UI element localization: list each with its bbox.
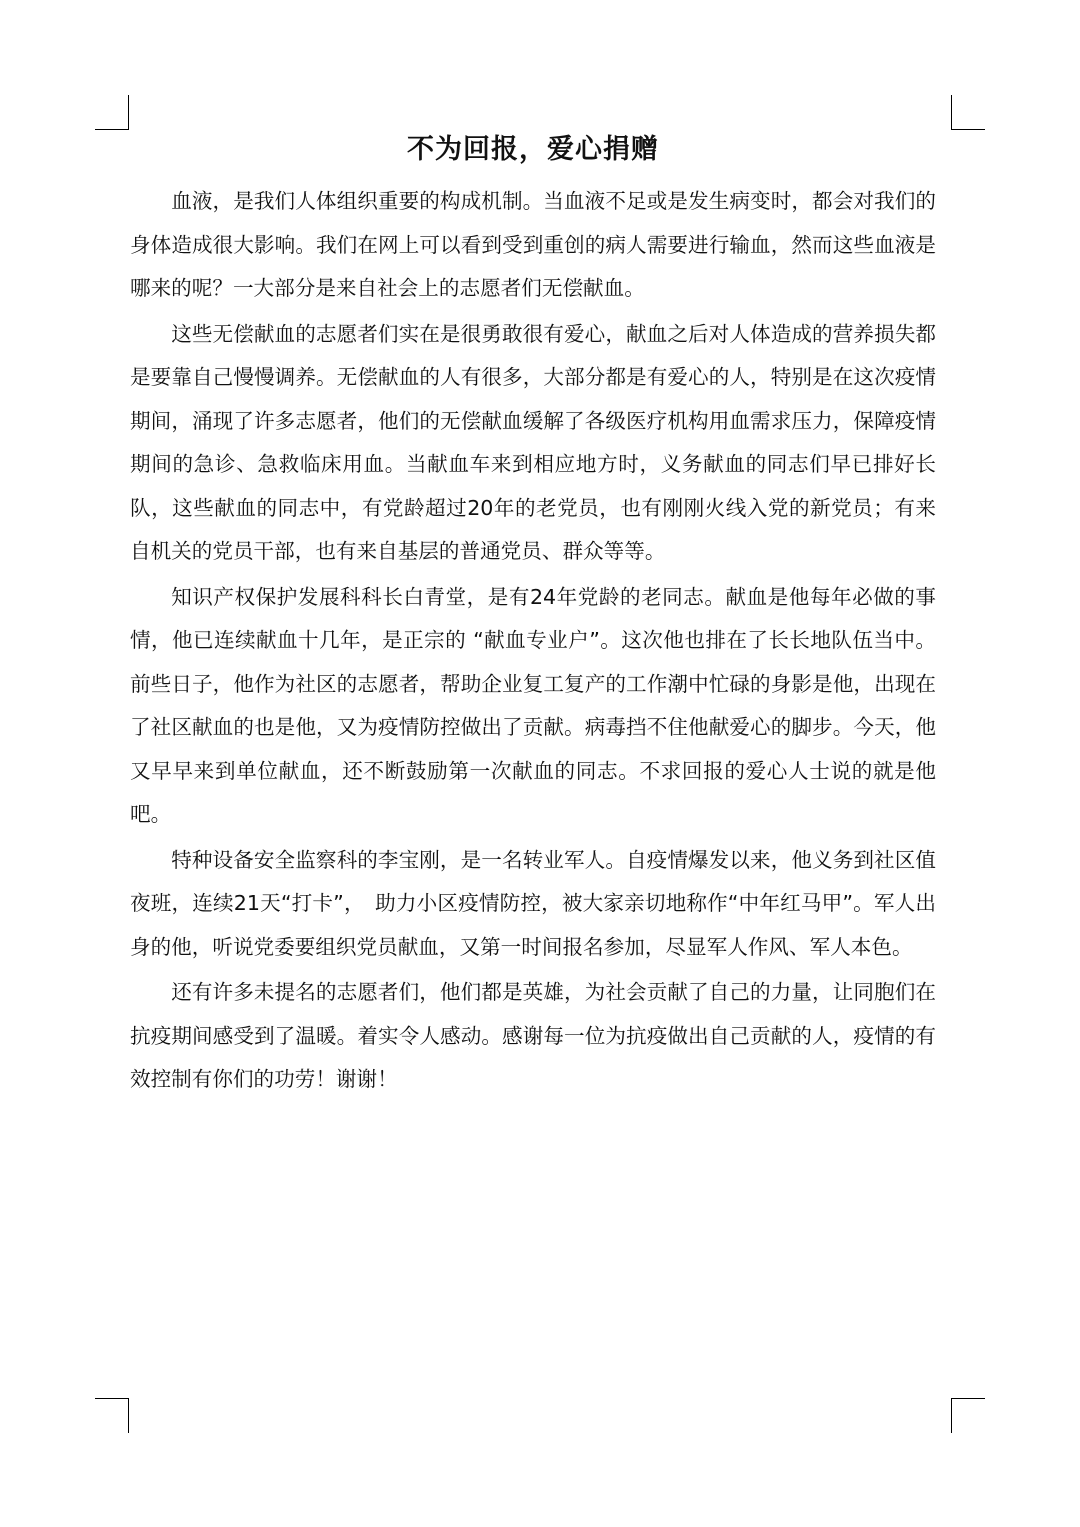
crop-mark-top-right (951, 95, 985, 130)
crop-mark-top-left (95, 95, 129, 130)
paragraph-2: 这些无偿献血的志愿者们实在是很勇敢很有爱心，献血之后对人体造成的营养损失都是要靠自己慢慢调养。无偿献血的人有很多，大部分都是有爱心的人，特别是在这次疫情期间，涌现了许多志愿者，他们的无偿献血缓解了各级医疗机构用血需求压力，保障疫情期间的急诊、急救临床用血。当献血车来到相应地方时，义务献血的同志们早已排好长队，这些献血的同志中，有党龄超过20年的老党员，也有刚刚火线入党的新党员；有来自机关的党员干部，也有来自基层的普通党员、群众等等。 (130, 321, 936, 563)
paragraph-1: 血液，是我们人体组织重要的构成机制。当血液不足或是发生病变时，都会对我们的身体造成很大影响。我们在网上可以看到受到重创的病人需要进行输血，然而这些血液是哪来的呢？一大部分是来自社会上的志愿者们无偿献血。 (130, 189, 936, 300)
document-body (130, 130, 936, 1104)
paragraph-4: 特种设备安全监察科的李宝刚，是一名转业军人。自疫情爆发以来，他义务到社区值夜班，连续21天“打卡”， 助力小区疫情防控，被大家亲切地称作“中年红马甲”。军人出身的他，听说党委要组织党员献血，又第一时间报名参加，尽显军人作风、军人本色。 (130, 847, 936, 959)
document-title: 不为回报，爱心捐赠 (407, 134, 659, 165)
crop-mark-bottom-left (95, 1398, 129, 1433)
crop-mark-bottom-right (951, 1398, 985, 1433)
paragraph-3: 知识产权保护发展科科长白青堂，是有24年党龄的老同志。献血是他每年必做的事情，他已连续献血十几年，是正宗的 “献血专业户”。这次他也排在了长长地队伍当中。前些日子，他作为社区的志愿者，帮助企业复工复产的工作潮中忙碌的身影是他，出现在了社区献血的也是他，又为疫情防控做出了贡献。病毒挡不住他献爱心的脚步。今天，他又早早来到单位献血，还不断鼓励第一次献血的同志。不求回报的爱心人士说的就是他吧。 (130, 584, 936, 826)
paragraph-5: 还有许多未提名的志愿者们，他们都是英雄，为社会贡献了自己的力量，让同胞们在抗疫期间感受到了温暖。着实令人感动。感谢每一位为抗疫做出自己贡献的人，疫情的有效控制有你们的功劳！谢谢！ (130, 980, 936, 1091)
